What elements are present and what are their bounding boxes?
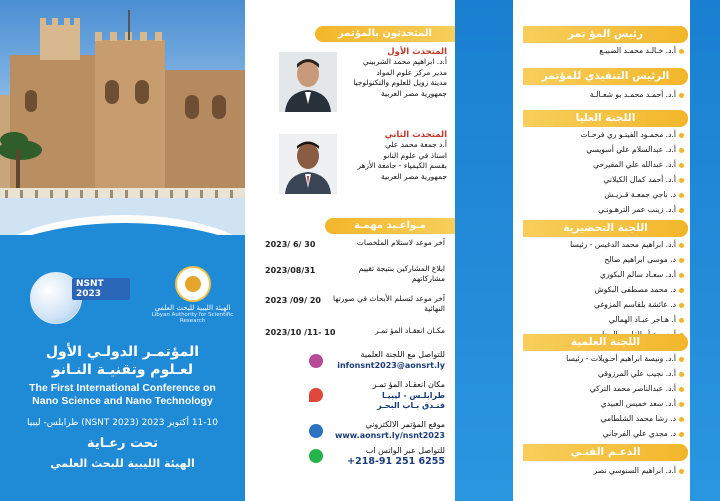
committee-member: أ.د. ونيسة ابراهيم أحـويلات - رئيسا	[566, 354, 684, 363]
committee-member: د. موسى ابراهيم صالح	[604, 255, 684, 264]
speaker-2-line: بقسم الكيمياء - جامعة الأزهر	[357, 161, 447, 170]
date-row	[249, 294, 449, 316]
committee-member: د. مجدي علي الفرجاني	[603, 429, 684, 438]
contact-whatsapp	[249, 446, 449, 472]
lasr-name-ar: الهيئة الليبية للبحث العلمي	[154, 304, 231, 312]
logos-row	[0, 262, 245, 332]
tech-support-name: أ.د. ابراهيم السنوسي نصر	[594, 466, 684, 475]
date-label: مكـان انعقـاد المؤ تمـر	[374, 326, 445, 335]
date-value: 2023 /09/ 20	[265, 296, 321, 305]
committee-member: د. عائشة بلقاسم المزوغي	[594, 300, 684, 309]
tech-support-header: الدعـم الفنـي	[523, 444, 688, 461]
info-panel	[245, 0, 455, 501]
president-header: رئيس المؤ تمر	[523, 26, 688, 43]
speaker-1	[353, 47, 447, 99]
committee-member: أ.د. عبدالله علي المقيرحي	[593, 160, 684, 169]
nsnt-logo	[30, 272, 130, 328]
speaker-2-photo	[279, 134, 337, 194]
speaker-2	[357, 130, 447, 182]
conference-date: 11-10 أكتوبر 2023 (NSNT 2023) طرابلس- ليبيا	[27, 418, 218, 428]
contact-website-link[interactable]: www.aonsrt.ly/nsnt2023	[335, 430, 445, 440]
prep-committee-header: اللجنة التحضيرية	[523, 220, 688, 237]
contact-email	[249, 350, 449, 374]
committee-member: أ.د. أحمد كمال الكيلاني	[604, 175, 684, 184]
committee-member: أ. هـاجر عبـاد الهمالي	[609, 315, 684, 324]
contact-label: للتواصل عبر الواتس اب	[365, 446, 445, 455]
conference-title-ar-2: لعـلوم وتقنيـة النـانو	[51, 362, 194, 378]
higher-committee-header: اللجنة العليا	[523, 110, 688, 127]
speaker-1-line: مدير مركز علوم المواد	[376, 67, 447, 77]
organizer-name: الهيئة الليبية للبحث العلمي	[50, 457, 195, 470]
speaker-1-photo	[279, 52, 337, 112]
date-row	[249, 326, 449, 348]
speaker-2-title: المتحدث الثاني	[384, 130, 447, 140]
committee-panel	[513, 0, 690, 501]
president-name: أ.د. خـالـد محمـد الضبيـع	[599, 46, 684, 55]
castle-illustration	[0, 0, 245, 235]
speaker-2-line: جمهورية مصر العربية	[381, 171, 447, 181]
decorative-strip	[690, 0, 720, 501]
speaker-1-title: المتحدث الأول	[387, 47, 447, 57]
speaker-2-line: أ.د جمعة محمد علي	[385, 140, 447, 149]
exec-name: أ.د. أحمـد محمـد بو شعـالـة	[590, 90, 684, 99]
conference-title-en-1: The First International Conference on	[29, 382, 216, 394]
exec-header: الرئيس التنفيذي للمؤتمر	[523, 68, 688, 85]
web-icon	[309, 424, 323, 438]
contact-label: موقع المؤتمر الالكتروني	[365, 420, 445, 429]
date-label: ابلاغ المشاركين بنتيجة تقييم مشاركاتهم	[358, 264, 445, 283]
nsnt-logo-text: NSNT 2023	[72, 278, 130, 300]
conference-title-en-2: Nano Science and Nano Technology	[32, 395, 213, 407]
committee-member: د. ناجي جمعـة قـريـش	[604, 190, 684, 199]
contact-phone[interactable]: +218-91 251 6255	[347, 455, 445, 467]
contact-label: للتواصل مع اللجنة العلمية	[360, 350, 445, 359]
committee-member: أ.د. سعد خميس العبيدي	[601, 399, 684, 408]
date-label: آخر موعد لتسلم الأبحاث في صورتها النهائية	[333, 294, 445, 313]
contact-venue-city: طرابلـس - ليبيـا	[382, 390, 445, 400]
conference-title-ar-1: المؤتمـر الدولـي الأول	[45, 344, 200, 360]
sci-committee-header: اللجنة العلمية	[523, 334, 688, 351]
speaker-1-line: جمهورية مصر العربية	[381, 88, 447, 98]
committee-member: أ.د. محمـود الفيتـو ري فرحـات	[580, 130, 684, 139]
contact-website	[249, 420, 449, 444]
location-pin-icon	[309, 388, 323, 402]
date-row	[249, 238, 449, 260]
contact-email-link[interactable]: infonsnt2023@aonsrt.ly	[337, 360, 445, 370]
date-label: آخر موعد لاستلام الملخصات	[356, 238, 445, 247]
date-value: 2023/ 6/ 30	[265, 240, 316, 249]
speaker-2-line: استاذ في علوم النانو	[383, 150, 447, 160]
committee-member: د. رشا محمد الشلطامي	[601, 414, 684, 423]
speakers-header: المتحدثون بالمؤتمر	[315, 26, 455, 42]
cover-panel	[0, 0, 245, 501]
date-row	[249, 264, 449, 286]
date-value: 2023/08/31	[265, 266, 316, 275]
decorative-strip	[455, 0, 513, 501]
committee-member: أ.د. ابراهيم محمد الدغيس - رئيسا	[570, 240, 684, 249]
contact-label: مكان انعقـاد المؤ تمـر	[372, 380, 445, 389]
castle-photo	[0, 0, 245, 235]
lasr-logo	[145, 266, 240, 332]
emblem-icon	[175, 266, 211, 302]
committee-member: أ.د. زينب عمر الترهـونـي	[598, 205, 684, 214]
lasr-name-en: Libyan Authority for Scientific Research	[151, 312, 234, 324]
date-value: 2023/10 /11- 10	[265, 328, 336, 337]
email-icon	[309, 354, 323, 368]
committee-member: أ.د. عبدالناصر محمد التركي	[590, 384, 684, 393]
speaker-1-line: أ.د. ابراهيم محمد الشربيني	[362, 57, 447, 66]
committee-member: أ.د. عبدالسلام علي أسويسي	[586, 145, 684, 154]
committee-member: د. محمد مصطفى البكوش	[594, 285, 684, 294]
dates-header: مـواعـيد مهمـة	[325, 218, 455, 234]
committee-member: أ.د. نجيب علي المرزوقي	[598, 369, 684, 378]
contact-venue-hotel: فنـدق بـاب البحـر	[377, 401, 445, 410]
contact-venue	[249, 380, 449, 416]
committee-member: أ.د. سعـاد سالم البكوري	[600, 270, 684, 279]
whatsapp-icon	[309, 449, 323, 463]
speaker-1-line: مدينة زويل للعلوم والتكنولوجيا	[353, 78, 447, 87]
auspices-label: تحت رعـاية	[87, 436, 158, 451]
